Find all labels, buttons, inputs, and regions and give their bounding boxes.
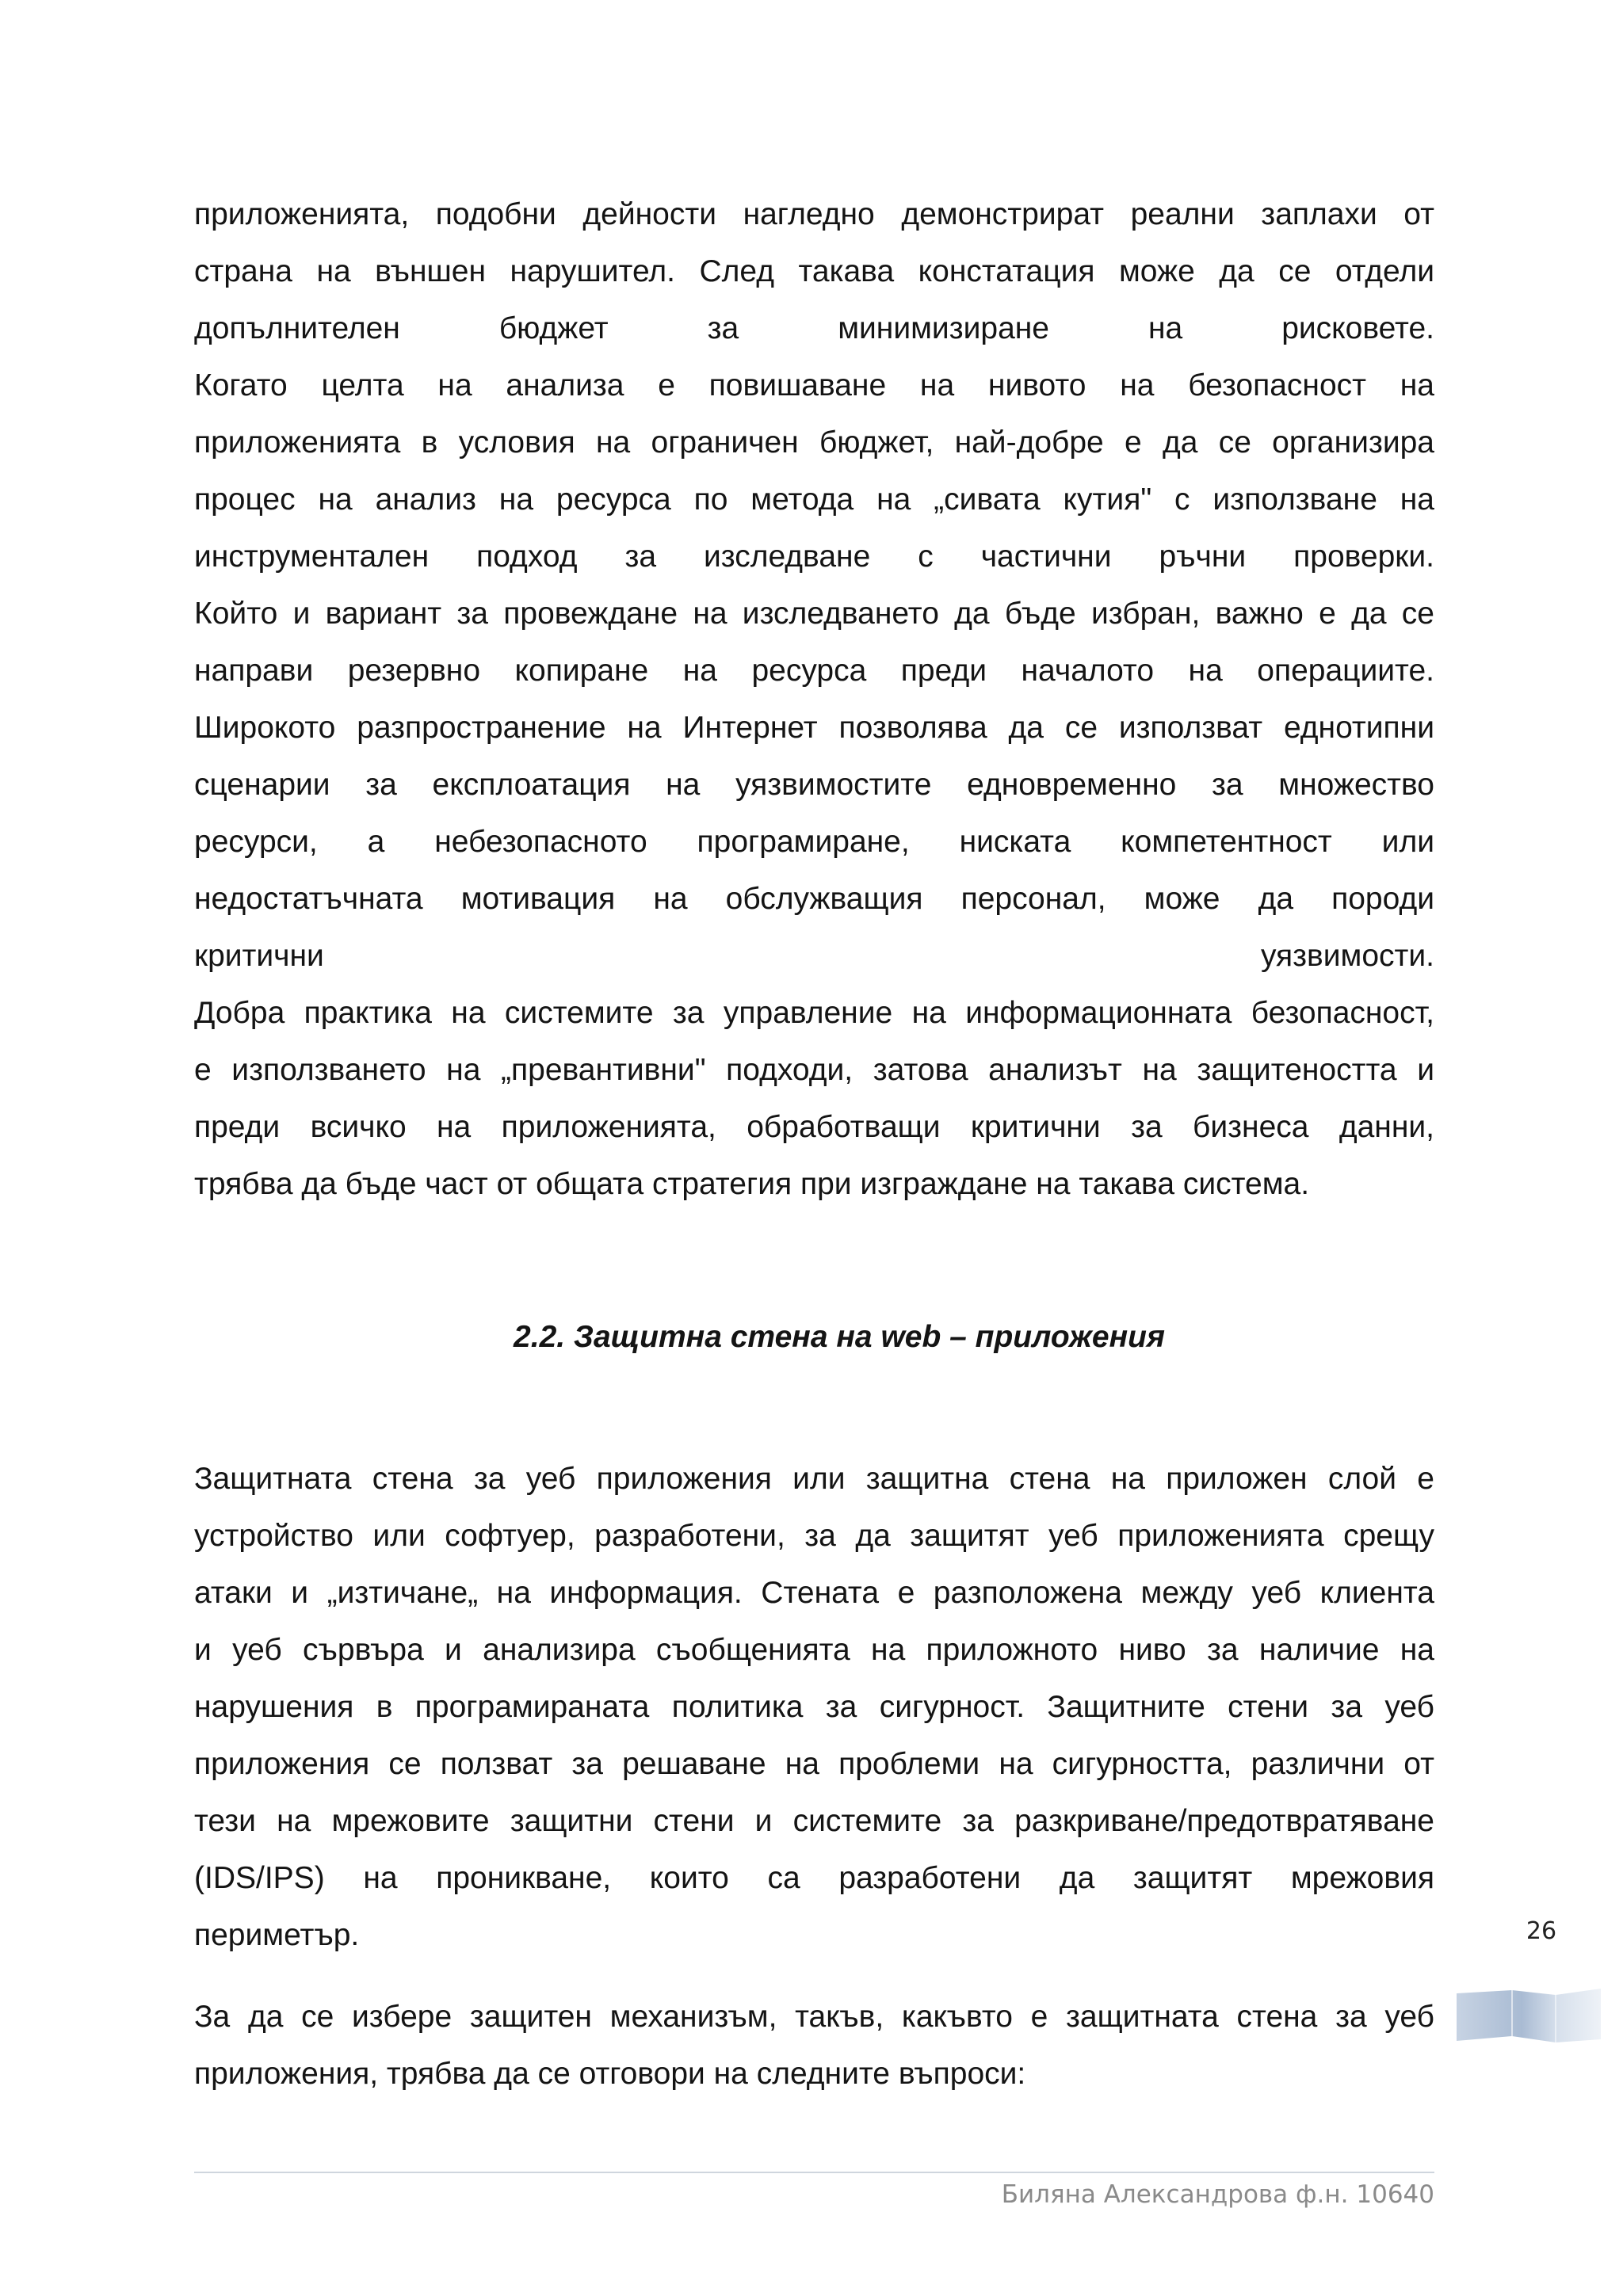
body-text-line: Когато целта на анализа е повишаване на нивото на безопасност на <box>194 368 1434 402</box>
paragraph-1 <box>194 186 1434 1213</box>
paragraph-3 <box>194 1989 1434 2103</box>
body-text-line: Защитната стена за уеб приложения или защитна стена на приложен слой е <box>194 1462 1434 1496</box>
body-text-line: допълнителен бюджет за минимизиране на рисковете. <box>194 311 1434 345</box>
page-tab-decoration <box>1457 1987 1601 2044</box>
body-text-line: и уеб сървъра и анализира съобщенията на приложното ниво за наличие на <box>194 1633 1434 1667</box>
body-text-line: преди всичко на приложенията, обработващи критични за бизнеса данни, <box>194 1110 1434 1144</box>
body-text-line: процес на анализ на ресурса по метода на „сивата кутия" с използване на <box>194 482 1434 517</box>
footer-author: Биляна Александрова ф.н. 10640 <box>1001 2180 1434 2209</box>
body-text-line: За да се избере защитен механизъм, такъв, какъвто е защитната стена за уеб <box>194 2000 1434 2034</box>
body-text-line: приложенията в условия на ограничен бюджет, най-добре е да се организира <box>194 425 1434 460</box>
body-text-line: приложения се ползват за решаване на проблеми на сигурността, различни от <box>194 1747 1434 1781</box>
body-text-line: инструментален подход за изследване с частични ръчни проверки. <box>194 540 1434 574</box>
body-text-line: атаки и „изтичане„ на информация. Стената е разположена между уеб клиента <box>194 1576 1434 1610</box>
paragraph-2 <box>194 1451 1434 1964</box>
body-text-line: страна на външен нарушител. След такава констатация може да се отдели <box>194 254 1434 288</box>
body-text-line: е използването на „превантивни" подходи, затова анализът на защитеността и <box>194 1053 1434 1087</box>
body-text-line: приложенията, подобни дейности нагледно демонстрират реални заплахи от <box>194 197 1434 231</box>
body-text-line: периметър. <box>194 1918 360 1952</box>
body-text-line: Широкото разпространение на Интернет позволява да се използват еднотипни <box>194 711 1434 745</box>
footer-divider <box>194 2172 1434 2173</box>
body-text-line: недостатъчната мотивация на обслужващия персонал, може да породи <box>194 882 1434 916</box>
body-text-line: нарушения в програмираната политика за сигурност. Защитните стени за уеб <box>194 1690 1434 1724</box>
page-number: 26 <box>1526 1917 1557 1945</box>
body-text-line: Който и вариант за провеждане на изследването да бъде избран, важно е да се <box>194 597 1434 631</box>
body-text-line: критични уязвимости. <box>194 939 1434 973</box>
body-text-line: трябва да бъде част от общата стратегия при изграждане на такава система. <box>194 1167 1310 1201</box>
body-text-line: тези на мрежовите защитни стени и системите за разкриване/предотвратяване <box>194 1804 1434 1838</box>
body-text-line: Добра практика на системите за управление на информационната безопасност, <box>194 996 1434 1030</box>
body-text-line: устройство или софтуер, разработени, за да защитят уеб приложенията срещу <box>194 1519 1434 1553</box>
body-text-line: (IDS/IPS) на проникване, които са разработени да защитят мрежовия <box>194 1861 1434 1895</box>
body-text-line: приложения, трябва да се отговори на следните въпроси: <box>194 2057 1026 2091</box>
body-text-line: сценарии за експлоатация на уязвимостите едновременно за множество <box>194 768 1434 802</box>
body-text-line: ресурси, а небезопасното програмиране, ниската компетентност или <box>194 825 1434 859</box>
body-text-line: направи резервно копиране на ресурса преди началото на операциите. <box>194 654 1434 688</box>
section-heading: 2.2. Защитна стена на web – приложения <box>514 1320 1165 1354</box>
